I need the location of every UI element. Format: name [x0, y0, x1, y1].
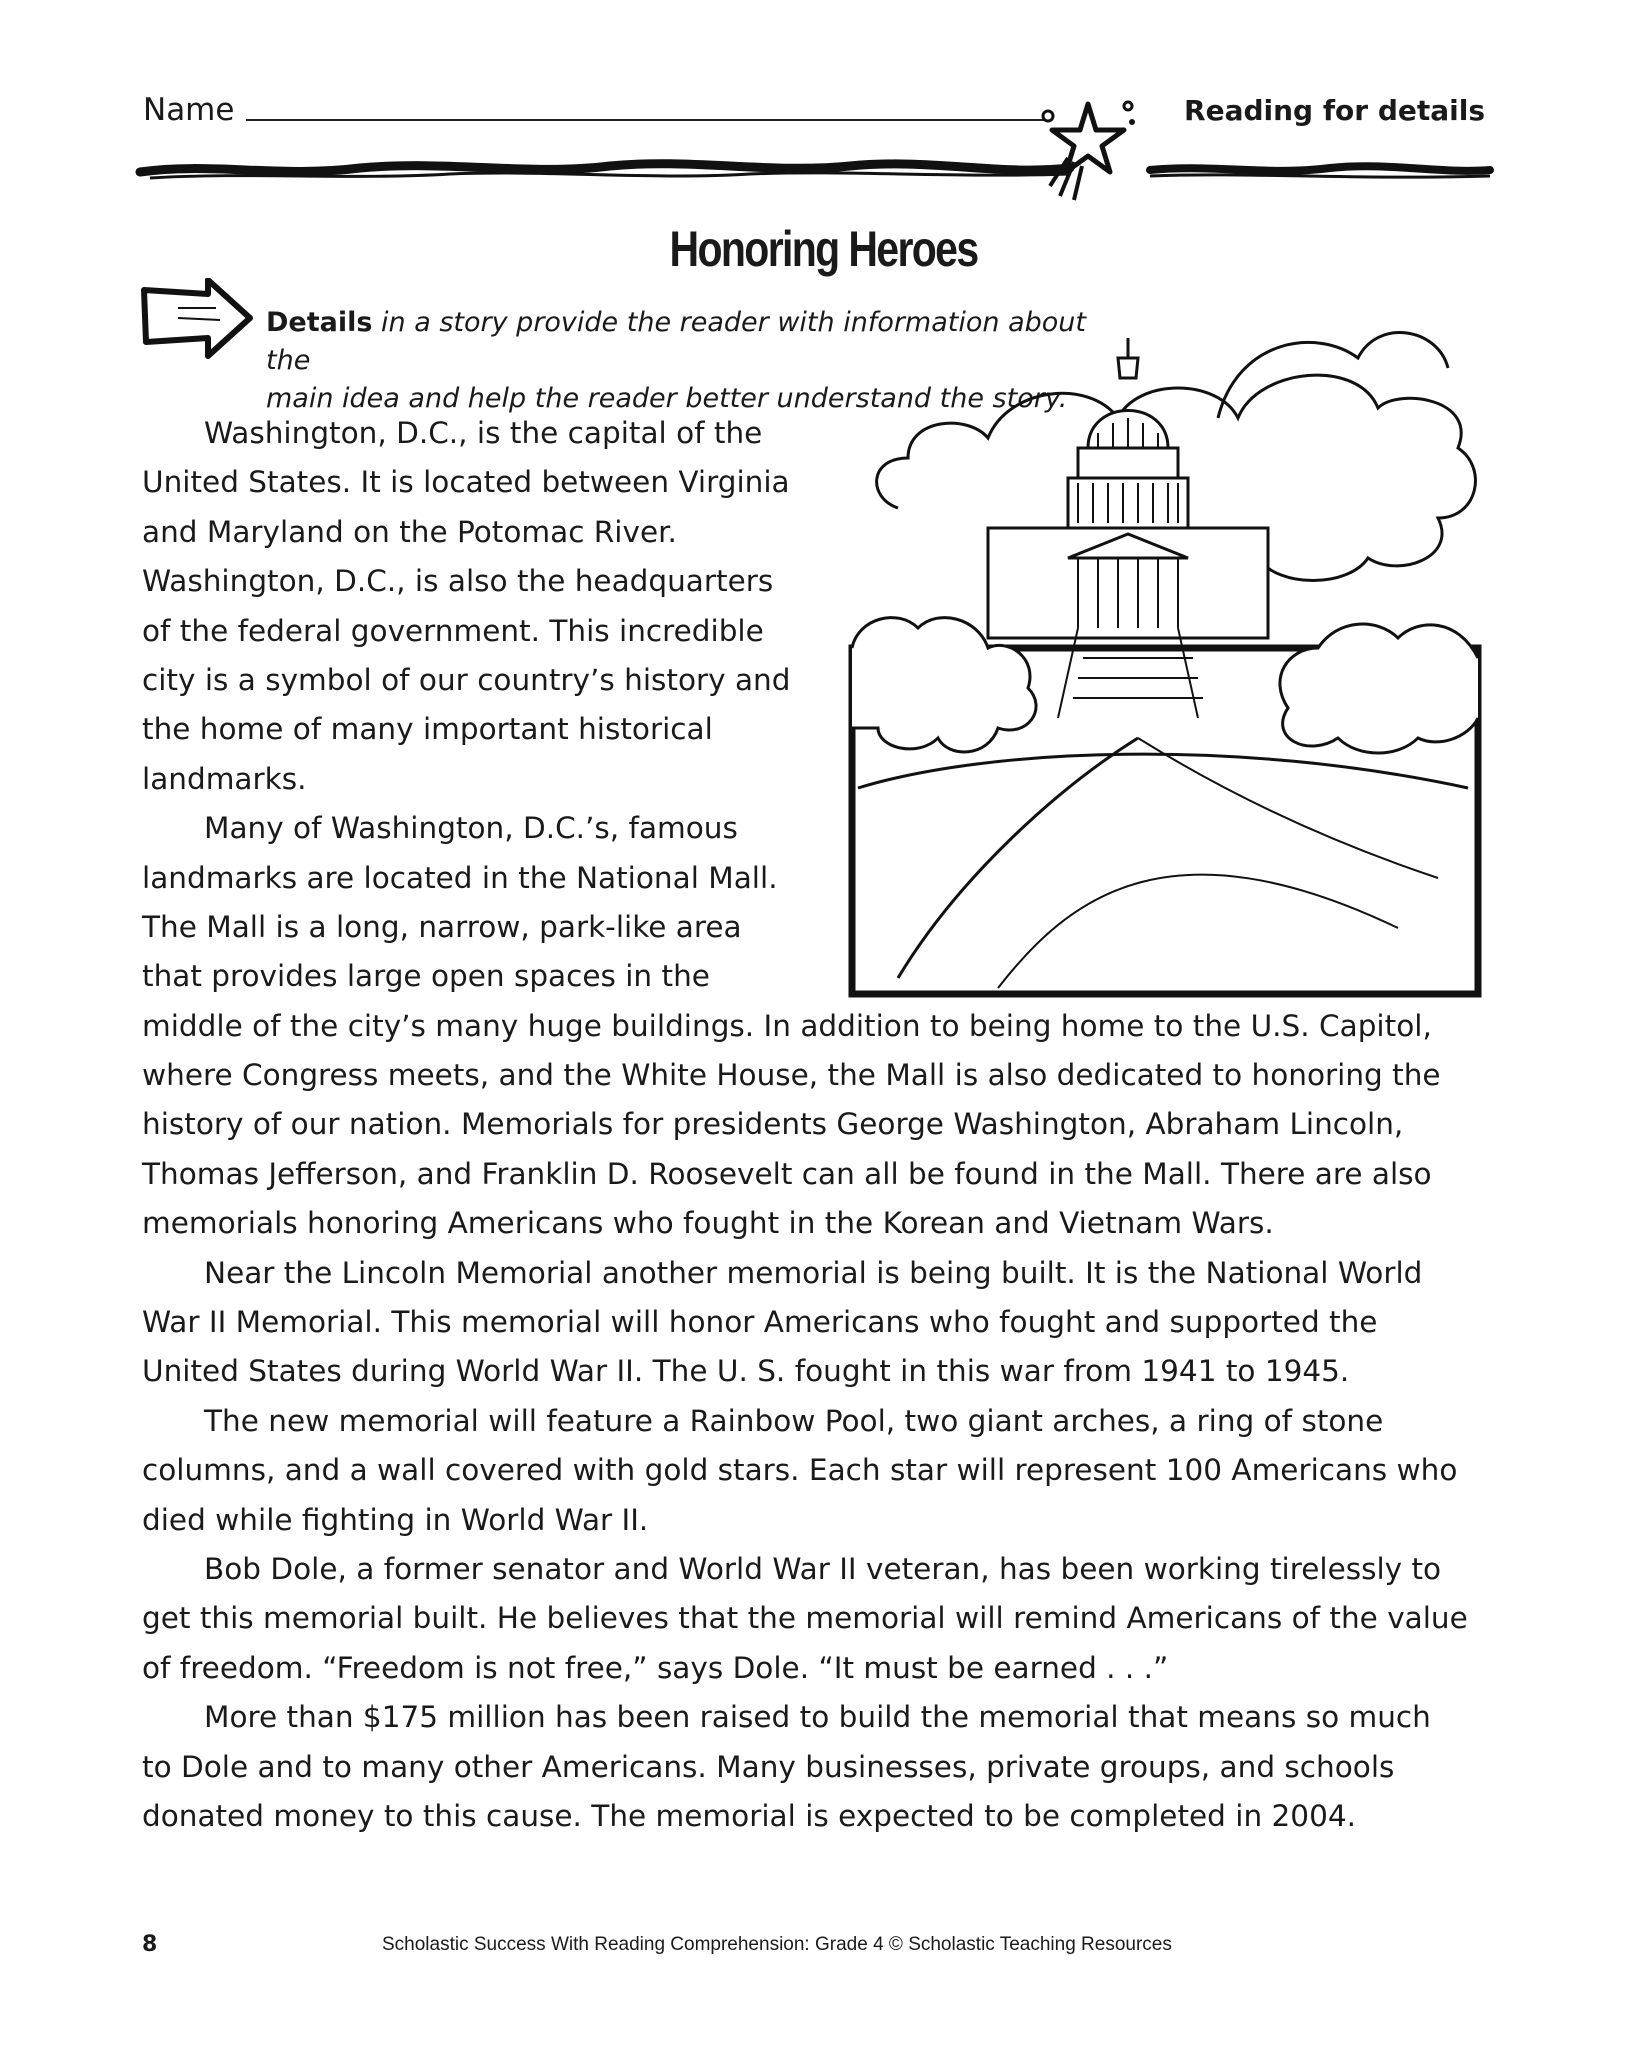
text-line: the home of many important historical — [142, 712, 713, 747]
text-line: columns, and a wall covered with gold stars. Each star will represent 100 Americans who — [142, 1453, 1458, 1488]
intro-bold-term: Details — [266, 307, 373, 338]
text-line: history of our nation. Memorials for presidents George Washington, Abraham Lincoln, — [142, 1107, 1404, 1142]
text-line: where Congress meets, and the White House, the Mall is also dedicated to honoring the — [142, 1058, 1441, 1093]
text-line: War II Memorial. This memorial will honor Americans who fought and supported the — [142, 1305, 1378, 1340]
text-line: The Mall is a long, narrow, park-like area — [142, 909, 742, 944]
text-line: that provides large open spaces in the — [142, 959, 710, 994]
text-line: United States during World War II. The U. S. fought in this war from 1941 to 1945. — [142, 1354, 1350, 1389]
text-line: and Maryland on the Potomac River. — [142, 514, 677, 549]
text-line: The new memorial will feature a Rainbow Pool, two giant arches, a ring of stone — [204, 1403, 1384, 1438]
text-line: Thomas Jefferson, and Franklin D. Roosevelt can all be found in the Mall. There are also — [142, 1156, 1432, 1191]
text-line: Many of Washington, D.C.’s, famous — [204, 811, 738, 846]
text-line: donated money to this cause. The memorial is expected to be completed in 2004. — [142, 1798, 1356, 1833]
name-label: Name — [143, 92, 235, 128]
text-line: landmarks. — [142, 761, 307, 796]
text-line: Washington, D.C., is the capital of the — [204, 416, 763, 450]
text-line: Bob Dole, a former senator and World War II veteran, has been working tirelessly to — [204, 1551, 1442, 1586]
name-line[interactable] — [246, 119, 1044, 121]
text-line: of freedom. “Freedom is not free,” says Dole. “It must be earned . . .” — [142, 1650, 1169, 1685]
body-text — [142, 409, 1482, 1841]
text-line: of the federal government. This incredible — [142, 613, 764, 648]
intro-text-line2: main idea and help the reader better understand the story. — [266, 383, 1068, 414]
text-line: died while fighting in World War II. — [142, 1502, 649, 1537]
arrow-icon — [138, 278, 258, 362]
decorative-brush-border — [130, 150, 1500, 190]
text-line: United States. It is located between Virginia — [142, 465, 790, 500]
text-line: to Dole and to many other Americans. Many businesses, private groups, and schools — [142, 1749, 1395, 1784]
text-line: middle of the city’s many huge buildings. In addition to being home to the U.S. Capitol, — [142, 1008, 1432, 1043]
page-title: Honoring Heroes — [669, 221, 978, 277]
text-line: memorials honoring Americans who fought in the Korean and Vietnam Wars. — [142, 1206, 1274, 1241]
text-line: Washington, D.C., is also the headquarters — [142, 564, 774, 599]
footer-credit: Scholastic Success With Reading Comprehension: Grade 4 © Scholastic Teaching Resources — [382, 1934, 1172, 1955]
text-line: city is a symbol of our country’s history and — [142, 662, 791, 697]
intro-text-line1: in a story provide the reader with information about the — [266, 307, 1086, 376]
text-line: More than $175 million has been raised to build the memorial that means so much — [204, 1700, 1431, 1735]
header-tag: Reading for details — [1184, 94, 1485, 127]
page-number: 8 — [142, 1932, 158, 1957]
text-line: get this memorial built. He believes that the memorial will remind Americans of the value — [142, 1601, 1468, 1636]
text-line: Near the Lincoln Memorial another memorial is being built. It is the National World — [204, 1255, 1423, 1290]
text-line: landmarks are located in the National Mall. — [142, 860, 778, 895]
